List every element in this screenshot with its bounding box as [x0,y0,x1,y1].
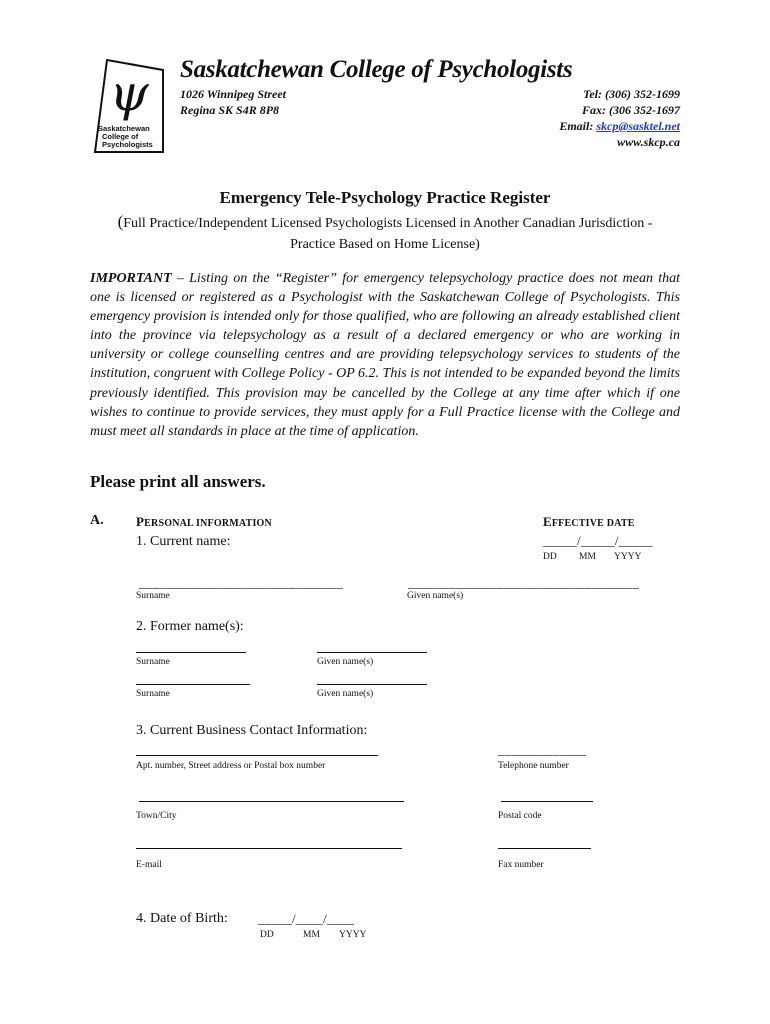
former-surname-label-2: Surname [136,689,170,699]
subtitle-line1: Full Practice/Independent Licensed Psychologists Licensed in Another Canadian Jurisdiction - [123,216,653,231]
organization-name: Saskatchewan College of Psychologists [180,56,573,83]
address-label: Apt. number, Street address or Postal box number [136,761,326,771]
former-given-field-2[interactable] [317,684,427,685]
telephone-field[interactable]: _____________ [498,742,587,757]
former-surname-field-1[interactable] [136,652,246,653]
important-text: – Listing on the “Register” for emergency telepsychology practice does not mean that one is licensed or registered as a Psychologist with the Saskatchewan College of Psychologists. This emergency provision is intended only for those qualified, who are following an already established client into the province via telepsychology as a result of a declared emergency or who are working in university or college counselling centres and are providing telepsychology services to students of the institution, congruent with College Policy - OP 6.2. This is not intended to be expanded beyond the limits previously identified. This provision may be cancelled by the College at any time after which if one wishes to continue to provide services, they must apply for a Full Practice license with the College and must meet all standards in place at the time of application. [90,271,680,439]
address-street: 1026 Winnipeg Street [180,87,287,101]
fax-label: Fax number [498,860,544,870]
current-given-label: Given name(s) [407,591,464,601]
town-field[interactable] [139,801,404,802]
former-given-label-2: Given name(s) [317,689,374,699]
email-link[interactable]: skcp@sasktel.net [596,119,680,133]
effective-mm: MM [579,552,596,562]
logo-text-line3: Psychologists [102,140,153,149]
telephone: Tel: (306) 352-1699 [583,87,680,101]
current-surname-label: Surname [136,591,170,601]
logo-text-line2: College of [102,132,139,141]
effective-dd: DD [543,552,557,562]
effective-date-field[interactable]: _____/_____/_____ [543,533,653,548]
telephone-label: Telephone number [498,761,569,771]
address-field[interactable] [136,755,378,756]
dob-dd: DD [260,930,274,940]
email-row [559,119,680,134]
postal-code-label: Postal code [498,811,542,821]
postal-code-field[interactable] [501,801,593,802]
dob-yyyy: YYYY [339,930,367,940]
logo-psi-symbol: ψ [109,64,149,122]
email-field-label: E-mail [136,860,162,870]
fax: Fax: (306 352-1697 [582,103,680,117]
subtitle-line2: Practice Based on Home License) [290,237,480,252]
question-date-of-birth: 4. Date of Birth: [136,911,228,926]
website: www.skcp.ca [617,135,680,149]
logo-text-line1: Saskatchewan [98,124,150,133]
effective-date-label: EFFECTIVE DATE [543,514,635,529]
document-title: Emergency Tele-Psychology Practice Register [219,188,551,207]
current-surname-field[interactable]: ______________________________ [139,575,343,590]
former-given-label-1: Given name(s) [317,657,374,667]
email-label: Email: [559,119,594,133]
question-current-name: 1. Current name: [136,534,231,549]
date-of-birth-field[interactable]: _____/____/____ [258,911,355,926]
question-former-names: 2. Former name(s): [136,619,244,634]
current-given-field[interactable]: __________________________________ [408,575,640,590]
email-field[interactable] [136,848,402,849]
former-surname-label-1: Surname [136,657,170,667]
town-label: Town/City [136,811,177,821]
question-business-contact: 3. Current Business Contact Information: [136,723,368,738]
important-notice [90,269,680,441]
dob-mm: MM [303,930,320,940]
fax-field[interactable] [498,848,591,849]
section-title: PERSONAL INFORMATION [136,514,272,529]
former-given-field-1[interactable] [317,652,427,653]
document-subtitle [90,211,680,255]
print-instruction: Please print all answers. [90,472,266,491]
former-surname-field-2[interactable] [136,684,250,685]
subtitle-paren: ( [117,212,124,231]
important-label: IMPORTANT [90,271,172,286]
effective-yyyy: YYYY [614,552,642,562]
section-letter: A. [90,513,104,528]
address-city: Regina SK S4R 8P8 [180,103,280,117]
college-logo [93,58,165,154]
